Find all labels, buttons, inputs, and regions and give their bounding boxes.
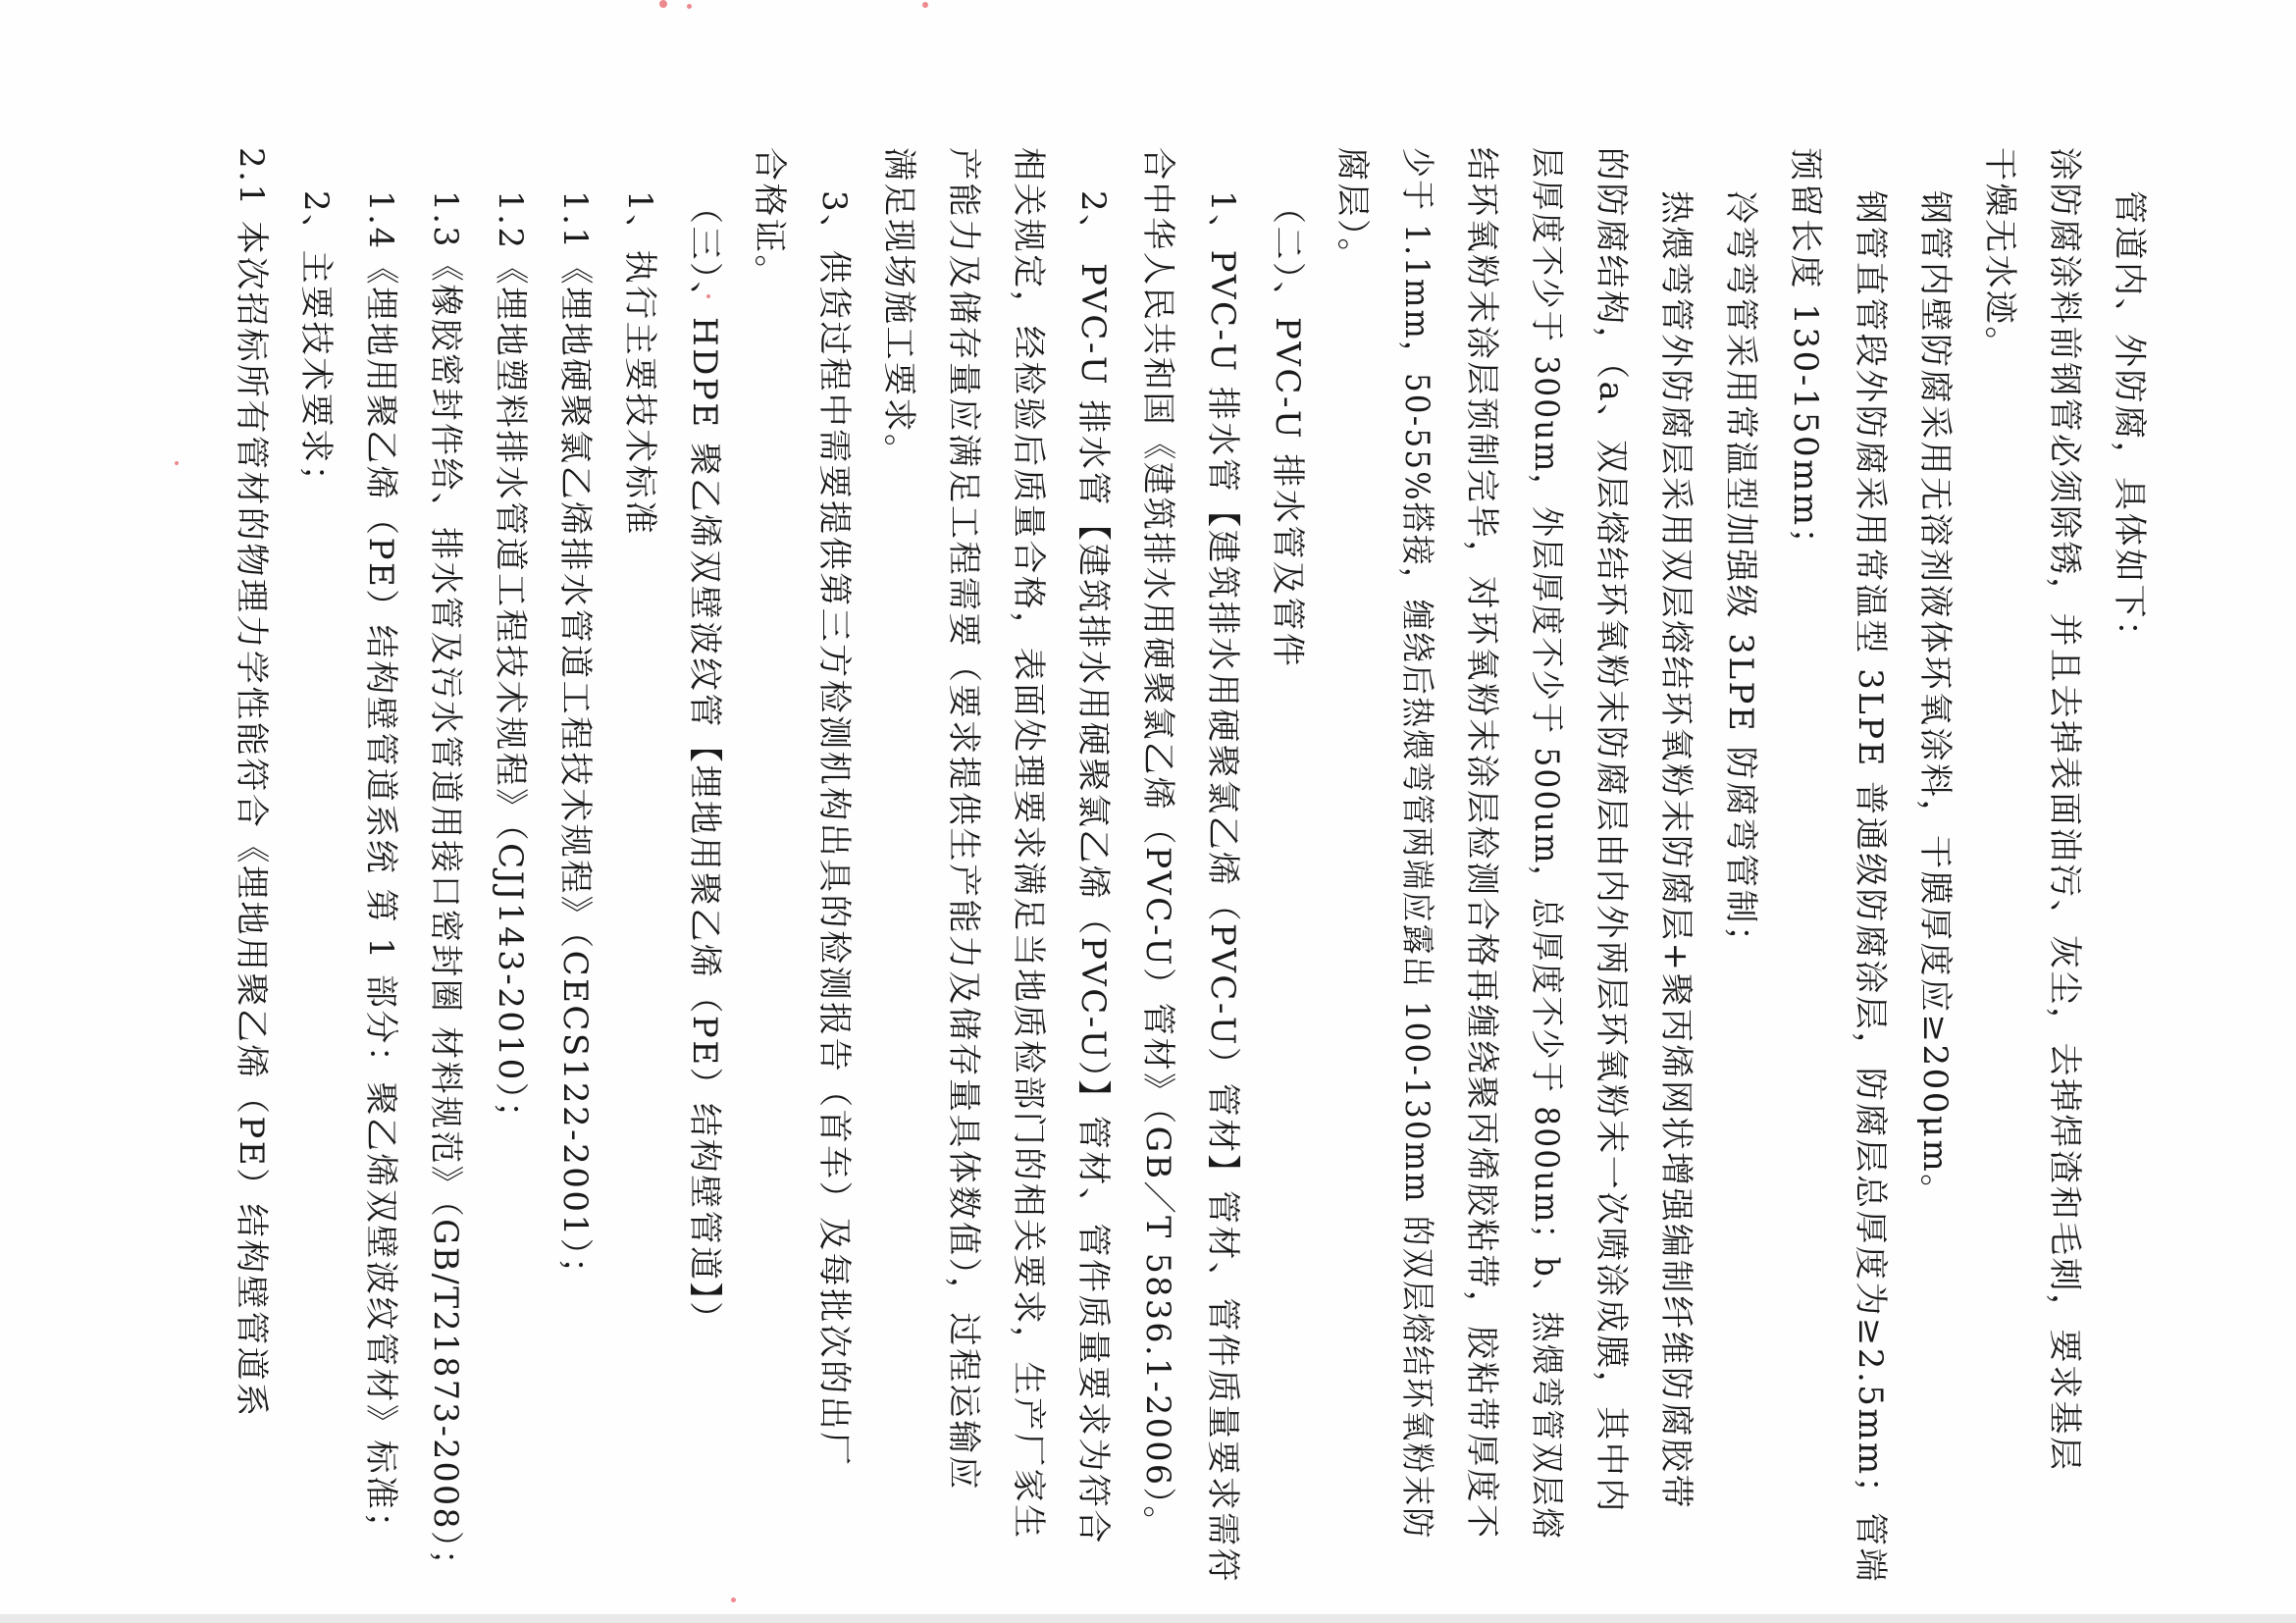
text-line: 产能力及储存量应满足工程需要（要求提供生产能力及储存量具体数值），过程运输应 [944,147,983,1492]
text-line: 相关规定，经检验后质量合格，表面处理要求满足当地质检部门的相关要求，生产厂家生 [1009,147,1048,1541]
stamp-residue [731,1597,736,1602]
text-line: 结环氧粉末涂层预制完毕，对环氧粉末涂层检测合格再缠绕聚丙烯胶粘带，胶粘带厚度不 [1462,147,1501,1541]
stamp-residue [659,0,667,8]
page-bottom-edge [0,1614,2296,1623]
section-heading: （二）、PVC-U 排水管及管件 [1268,190,1307,669]
section-heading: （三）、HDPE 聚乙烯双壁波纹管【埋地用聚乙烯（PE）结构壁管道】） [685,190,724,1337]
text-line: 的防腐结构，（a、双层熔结环氧粉末防腐层由内外两层环氧粉末一次喷涂成膜，其中内 [1592,147,1631,1514]
text-line: 2.1 本次招标所有管材的物理力学性能符合《埋地用聚乙烯（PE）结构壁管道系 [232,147,271,1419]
text-line: 1.4《埋地用聚乙烯（PE）结构壁管道系统 第 1 部分：聚乙烯双壁波纹管材》标准； [361,190,400,1547]
text-line: 少于 1.1mm，50-55%搭接，缠绕后热煨弯管两端应露出 100-130mm 的双层熔结环氧粉末防 [1397,147,1436,1541]
stamp-residue [687,4,692,9]
text-line: 1.3《橡胶密封件给、排水管及污水管道用接口密封圈 材料规范》（GB/T21873-2008）； [426,190,465,1585]
text-line: 2、主要技术要求； [296,190,336,501]
stamp-residue [175,461,179,465]
text-line: 腐层）。 [1332,147,1372,274]
text-line: 干燥无水迹。 [1980,147,2019,362]
text-line: 涂防腐涂料前钢管必须除锈，并且去掉表面油污、灰尘，去掉焊渣和毛刺，要求基层 [2045,147,2084,1473]
text-line: 2、 PVC-U 排水管【建筑排水用硬聚氯乙烯（PVC-U）】管材、管件质量要求为符合 [1073,190,1113,1545]
text-line: 1.1《埋地硬聚氯乙烯排水管道工程技术规程》（CECS122-2001）； [555,190,595,1293]
text-line: 满足现场施工要求。 [879,147,918,470]
text-line: 3、供货过程中需要提供第三方检测机构出具的检测报告（首车）及每批次的出厂 [814,190,854,1468]
text-line: 1.2《埋地塑料排水管道工程技术规程》（CJJ143-2010）； [491,190,530,1137]
text-line: 热煨弯管外防腐层采用双层熔结环氧粉末防腐层+聚丙烯网状增强编制纤维防腐胶带 [1656,190,1696,1510]
text-line: 1、执行主要技术标准 [620,190,659,537]
text-line: 钢管直管段外防腐采用常温型 3LPE 普通级防腐涂层，防腐层总厚度为≥2.5mm；管端 [1851,190,1890,1585]
text-line: 层厚度不少于 300um，外层厚度不少于 500um，总厚度不少于 800um；b、热煨弯管双层熔 [1527,147,1566,1541]
text-line: 管道内、外防腐，具体如下： [2110,190,2149,656]
text-line: 预留长度 130-150mm； [1786,147,1825,564]
text-line: 钢管内壁防腐采用无溶剂液体环氧涂料，干膜厚度应≥200μm。 [1915,190,1955,1210]
text-line: 合中华人民共和国《建筑排水用硬聚氯乙烯（PVC-U）管材》（GB／T 5836.1-2006）。 [1138,147,1177,1542]
text-line: 合格证。 [750,147,789,290]
stamp-residue [922,2,928,8]
text-line: 1、PVC-U 排水管【建筑排水用硬聚氯乙烯（PVC-U）管材】管材、管件质量要求需符 [1203,190,1242,1585]
text-line: 冷弯弯管采用常温型加强级 3LPE 防腐弯管制； [1721,190,1760,962]
